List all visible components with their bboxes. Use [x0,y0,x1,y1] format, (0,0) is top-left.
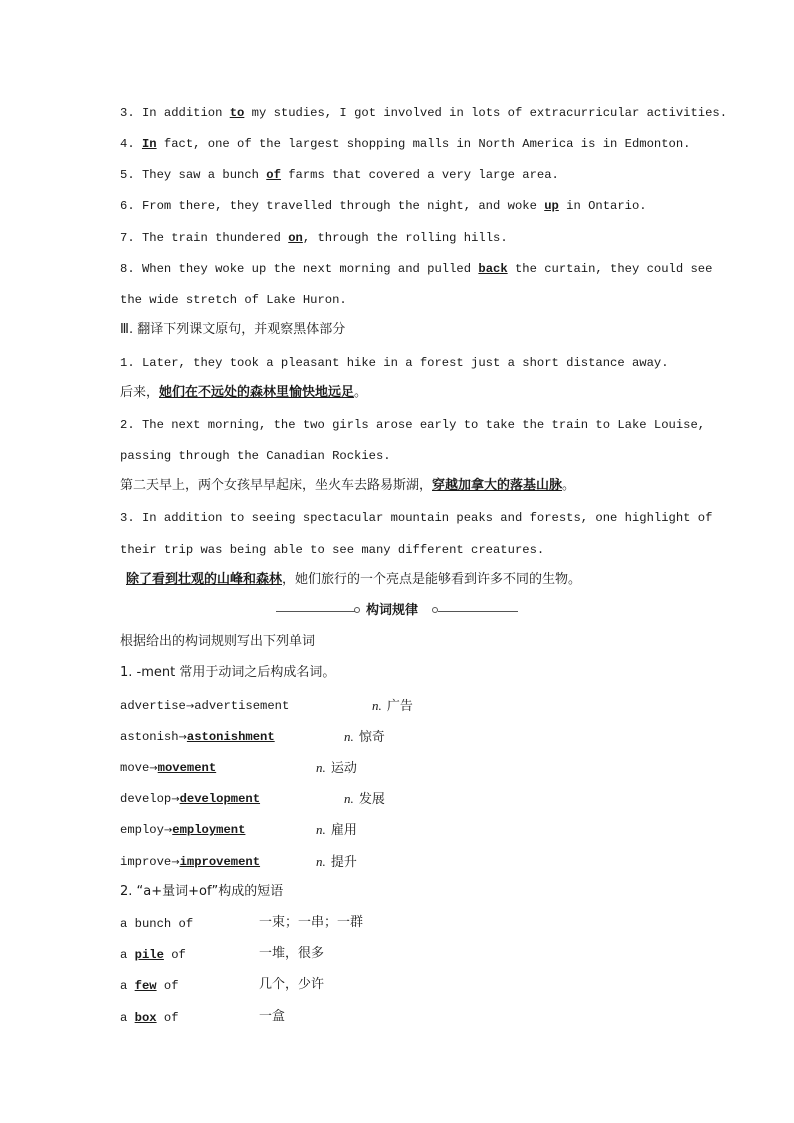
phrase-text: of [163,948,186,962]
base-word: move [120,761,150,775]
word-row-4 [120,791,260,808]
base-word: develop [120,792,172,806]
answer-word: up [544,199,559,213]
derived-word: improvement [179,855,261,869]
chinese-meaning: 广告 [386,699,413,714]
phrase-row-3 [120,978,179,994]
sentence-text: 6. From there, they travelled through the night, and woke [120,199,545,213]
translation-2-english-a: 2. The next morning, the two girls arose early to take the train to Lake Louise, [120,418,706,432]
word-row-3 [120,760,216,777]
sentence-8-continued: the wide stretch of Lake Huron. [120,293,347,307]
translation-answer: 她们在不远处的森林里愉快地远足 [159,385,355,400]
arrow-icon: → [178,732,187,743]
sentence-text: fact, one of the largest shopping malls in North America is in Edmonton. [156,137,691,151]
derived-word: astonishment [186,730,275,744]
derived-word: movement [157,761,217,775]
sentence-text: 7. The train thundered [120,231,289,245]
answer-word: pile [134,948,164,962]
arrow-icon: → [171,857,180,868]
word-row-5 [120,822,245,839]
arrow-icon: → [171,794,180,805]
sentence-text: in Ontario. [558,199,647,213]
word-meaning-4 [344,790,385,808]
sentence-text: , through the rolling hills. [302,231,508,245]
answer-word: few [134,979,157,993]
translation-text: 。 [354,385,368,400]
rule-1-title: 1. -ment 常用于动词之后构成名词。 [120,665,336,680]
part-of-speech: n. [316,854,326,869]
translation-text: 第二天早上，两个女孩早早起床，坐火车去路易斯湖， [120,478,433,493]
answer-word: of [266,168,281,182]
translation-text: ，她们旅行的一个亮点是能够看到许多不同的生物。 [282,572,582,587]
translation-2-english-b: passing through the Canadian Rockies. [120,449,391,463]
word-meaning-1 [372,697,413,715]
translation-3-english-a: 3. In addition to seeing spectacular mountain peaks and forests, one highlight of [120,511,713,525]
translation-2-chinese [120,478,575,494]
chinese-meaning: 运动 [330,761,357,776]
phrase-text: of [156,1011,179,1025]
chinese-meaning: 雇用 [330,823,357,838]
translation-1-chinese [120,385,367,401]
part-of-speech: n. [316,822,326,837]
translation-answer: 除了看到壮观的山峰和森林 [126,572,283,587]
translation-3-english-b: their trip was being able to see many different creatures. [120,543,545,557]
word-meaning-3 [316,759,357,777]
chinese-meaning: 提升 [330,855,357,870]
derived-word: employment [172,823,246,837]
phrase-row-4 [120,1010,179,1026]
derived-word: development [179,792,261,806]
sentence-text: my studies, I got involved in lots of extracurricular activities. [244,106,728,120]
base-word: astonish [120,730,179,744]
sentence-8 [120,261,712,277]
phrase-meaning-4: 一盒 [259,1009,286,1024]
answer-word: back [478,262,508,276]
sentence-text: farms that covered a very large area. [280,168,559,182]
chinese-meaning: 惊奇 [358,730,385,745]
base-word: employ [120,823,164,837]
word-rules-intro: 根据给出的构词规则写出下列单词 [120,634,316,649]
word-formation-heading: 构词规律 [366,603,419,618]
answer-word: box [134,1011,157,1025]
part-of-speech: n. [316,760,326,775]
divider-left [276,611,356,612]
translation-1-english: 1. Later, they took a pleasant hike in a forest just a short distance away. [120,356,669,370]
translation-text: 。 [562,478,576,493]
phrase-row-1: a bunch of [120,917,194,931]
arrow-icon: → [185,701,195,712]
sentence-7 [120,230,508,246]
sentence-text: 3. In addition [120,106,230,120]
part-of-speech: n. [344,729,354,744]
phrase-text: of [156,979,179,993]
sentence-text: 8. When they woke up the next morning and pulled [120,262,479,276]
word-meaning-5 [316,821,357,839]
rule-2-title: 2. “a+量词+of”构成的短语 [120,884,284,899]
answer-word: to [229,106,245,120]
word-meaning-2 [344,728,385,746]
derived-word: advertisement [194,699,290,713]
divider-dot-left [354,607,360,613]
sentence-5 [120,167,559,183]
base-word: advertise [120,699,186,713]
arrow-icon: → [149,763,158,774]
sentence-text: the curtain, they could see [507,262,713,276]
section-3-title: Ⅲ. 翻译下列课文原句，并观察黑体部分 [120,322,346,337]
part-of-speech: n. [344,791,354,806]
phrase-text: a [120,948,135,962]
sentence-3 [120,105,727,121]
sentence-text: 5. They saw a bunch [120,168,267,182]
sentence-6 [120,198,647,214]
sentence-4 [120,136,691,152]
phrase-meaning-1: 一束；一串；一群 [259,915,364,930]
base-word: improve [120,855,172,869]
translation-answer: 穿越加拿大的落基山脉 [432,478,563,493]
arrow-icon: → [163,825,173,836]
phrase-text: a [120,1011,135,1025]
phrase-meaning-3: 几个，少许 [259,977,325,992]
phrase-meaning-2: 一堆，很多 [259,946,325,961]
phrase-row-2 [120,947,186,963]
word-row-2 [120,729,275,746]
chinese-meaning: 发展 [358,792,385,807]
divider-dot-right [432,607,438,613]
answer-word: In [141,137,157,151]
answer-word: on [288,231,303,245]
translation-3-chinese [126,572,581,588]
word-row-1 [120,698,289,715]
divider-right [438,611,518,612]
translation-text: 后来， [120,385,160,400]
sentence-text: 4. [120,137,142,151]
word-row-6 [120,854,260,871]
part-of-speech: n. [372,698,382,713]
word-meaning-6 [316,853,357,871]
phrase-text: a [120,979,135,993]
